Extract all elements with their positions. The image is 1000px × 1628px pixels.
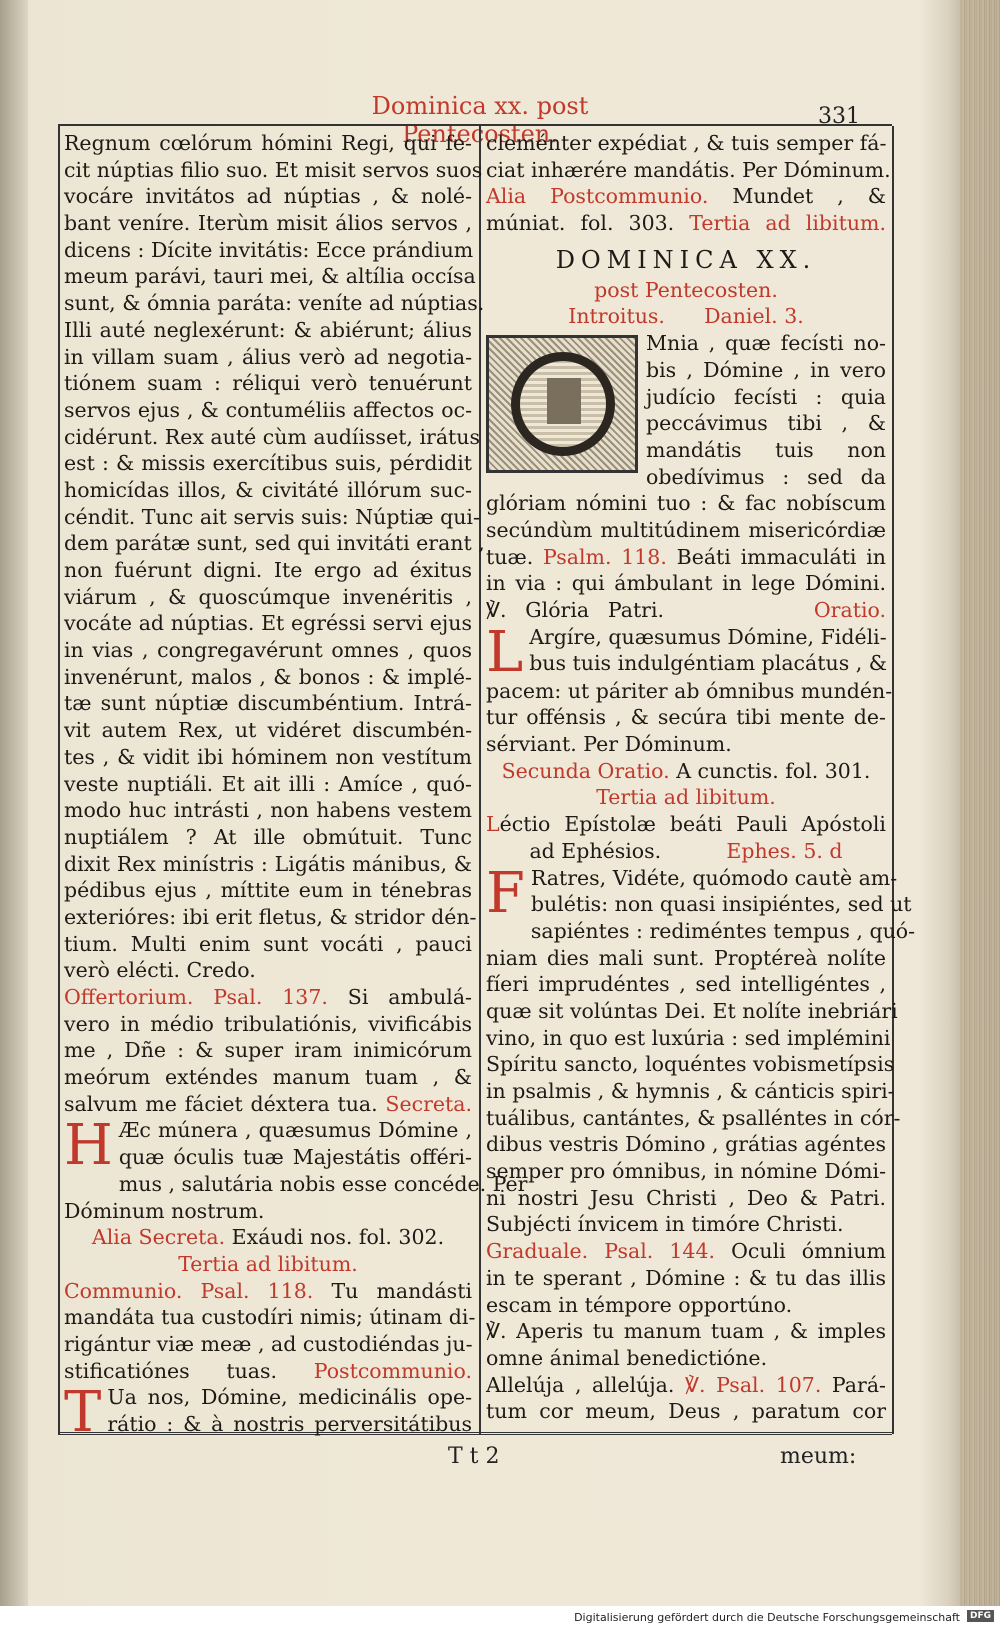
epistle-text — [486, 860, 916, 1239]
oratio-text: bus tuis indulgéntiam placátus , & — [529, 651, 888, 676]
alia-postcommunio-line: múniat. fol. 303. Tertia ad libitum. — [486, 211, 886, 236]
offertorium-line: Offertorium. Psal. 137. Si ambulá- — [64, 985, 472, 1009]
postcommunio-prayer — [64, 1380, 472, 1446]
postcommunio-continued: ciat inhærére mandátis. Per Dóminum. — [486, 157, 891, 182]
communio-label: Communio. Psal. 118. — [64, 1278, 314, 1303]
drop-cap: T — [64, 1380, 102, 1446]
text-line: Illi auté neglexérunt: & abiérunt; álius — [64, 317, 472, 342]
introitus-text: peccávimus tibi , & — [646, 411, 886, 436]
column-divider — [479, 126, 481, 1434]
graduale-text: in te sperant , Dómine : & tu das illis — [486, 1265, 886, 1290]
gloria-line: ℣. Glória Patri. Oratio. — [486, 598, 886, 622]
text-line: meum parávi, tauri mei, & altília occísa — [64, 264, 476, 289]
oratio-text: Argíre, quæsumus Dómine, Fidéli- — [529, 624, 887, 649]
footer-credit: Digitalisierung gefördert durch die Deutsche Forschungsgemeinschaft — [574, 1611, 960, 1624]
text-line: veste nuptiáli. Et ait illi : Amíce , quó- — [64, 771, 472, 796]
text-line: exterióres: ibi erit fletus, & stridor dén- — [64, 904, 477, 929]
text-line: tæ sunt núptiæ discumbéntium. Intrá- — [64, 691, 472, 716]
secreta-label: Secreta. — [385, 1091, 472, 1116]
text-line: bant veníre. Iterùm misit álios servos , — [64, 211, 472, 236]
dominica-title: DOMINICA XX. — [555, 245, 817, 274]
introitus-text: bis , Dómine , in vero — [646, 357, 886, 382]
text-line: dixit Rex minístris : Ligátis mánibus, & — [64, 851, 472, 876]
text-line: in psalmis , & hymnis , & cánticis spiri- — [486, 1079, 895, 1103]
text-line: tium. Multi enim sunt vocáti , pauci — [64, 931, 472, 956]
lectio-heading: ad Ephésios. Ephes. 5. d — [529, 838, 843, 863]
signature-mark: T t 2 — [448, 1444, 500, 1469]
communio-text: rigántur viæ meæ , ad custodiéndas ju- — [64, 1331, 473, 1356]
text-line: Ratres, Vidéte, quómodo cautè am- — [530, 865, 898, 890]
communio-text: stificatiónes tuas. Postcommunio. — [64, 1358, 472, 1383]
alleluia-line: Allelúja , allelúja. ℣. Psal. 107. Pará- — [486, 1372, 886, 1397]
offertorium-text: vero in médio tribulatiónis, vivificábis — [64, 1011, 472, 1036]
tertia-rubric: Tertia ad libitum. — [596, 785, 776, 810]
text-line: non fuérunt digni. Ite ergo ad éxitus — [64, 558, 472, 582]
introitus-text: judício fecísti : quia — [646, 384, 886, 409]
secreta-prayer — [64, 1113, 528, 1224]
right-column — [486, 130, 916, 1425]
alleluia-text: tum cor meum, Deus , paratum cor — [486, 1399, 886, 1424]
introitus-text: secúndùm multitúdinem misericórdiæ — [486, 517, 886, 542]
drop-cap: H — [64, 1113, 113, 1179]
text-line: invenérunt, malos , & bonos : & implé- — [64, 664, 472, 689]
text-line: sapiéntes : rediméntes tempus , quó- — [530, 918, 916, 943]
secunda-oratio-line: Secunda Oratio. A cunctis. fol. 301. — [501, 758, 871, 783]
text-line: tuálibus, cantántes, & psalléntes in cór- — [486, 1105, 901, 1130]
postcommunio-label: Postcommunio. — [313, 1358, 472, 1383]
versicle-text: ℣. Aperis tu manum tuam , & imples — [486, 1319, 886, 1344]
text-line: cit núptias filio suo. Et misit servos suos — [64, 157, 483, 182]
text-line: verò elécti. Credo. — [64, 958, 256, 983]
introitus-text: Mnia , quæ fecísti no- — [646, 331, 886, 356]
text-line: modo huc intrásti , non habens vestem — [64, 798, 472, 823]
drop-cap: L — [486, 619, 524, 685]
oratio-prayer — [486, 619, 893, 758]
postcommunio-text: rátio : & à nostris perversitátibus — [107, 1412, 472, 1436]
text-line: dicens : Dícite invitátis: Ecce prándium — [64, 237, 474, 262]
oratio-text: tur offénsis , & secúra tibi mente de- — [486, 705, 886, 730]
text-line: Subjécti ínvicem in timóre Christi. — [486, 1212, 844, 1237]
left-column — [64, 130, 528, 1446]
graduale-line: Graduale. Psal. 144. Oculi ómnium — [486, 1239, 886, 1264]
communio-line: Communio. Psal. 118. Tu mandásti — [64, 1278, 472, 1303]
text-line: est : & missis exercítibus suis, pérdidit — [64, 451, 472, 476]
running-title: Dominica xx. post Pentecosten. — [371, 92, 589, 148]
gutter-shadow — [0, 0, 28, 1628]
text-line: quæ sit volúntas Dei. Et nolíte inebriári — [486, 998, 898, 1023]
epistle-lines — [486, 860, 916, 1239]
text-line: dibus vestris Dómino , grátias agéntes — [486, 1132, 886, 1157]
text-line: semper pro ómnibus, in nómine Dómi- — [486, 1159, 886, 1184]
text-line: vocáre invitátos ad núptias , & nolé- — [64, 184, 472, 209]
postcommunio-text: Ua nos, Dómine, medicinális ope- — [107, 1385, 472, 1410]
communio-text: mandáta tua custodíri nimis; útinam di- — [64, 1305, 476, 1330]
introitus-text: obedívimus : sed da — [646, 464, 886, 489]
text-line: tiónem suam : réliqui verò tenuérunt — [64, 371, 472, 396]
offertorium-text: salvum me fáciet déxtera tua. Secreta. — [64, 1091, 472, 1116]
secreta-text: mus , salutária nobis esse concéde. Per — [118, 1171, 528, 1196]
offertorium-text: me , Dñe : & super iram inimicórum — [64, 1038, 472, 1063]
introitus-heading: Introitus. Daniel. 3. — [568, 304, 804, 329]
castle-illustration — [547, 378, 581, 424]
text-line: dem parátæ sunt, sed qui invitáti erant , — [64, 531, 485, 556]
gospel-text — [64, 130, 485, 984]
offertorium-label: Offertorium. Psal. 137. — [64, 985, 328, 1009]
text-line: vit autem Rex, ut vidéret discumbén- — [64, 718, 472, 743]
tertia-rubric: Tertia ad libitum. — [178, 1251, 358, 1276]
text-line: niam dies mali sunt. Proptéreà nolíte — [486, 945, 886, 970]
text-line: ni nostri Jesu Christi , Deo & Patri. — [486, 1185, 886, 1210]
offertorium-text: meórum exténdes manum tuam , & — [64, 1065, 472, 1090]
secreta-text: Æc múnera , quæsumus Dómine , — [118, 1118, 472, 1143]
text-line: servos ejus , & contuméliis affectos oc- — [64, 397, 472, 422]
alia-postcommunio-line: Alia Postcommunio. Mundet , & — [486, 184, 886, 209]
text-line: nuptiálem ? At ille obmútuit. Tunc — [64, 824, 472, 849]
dfg-logo: DFG — [967, 1610, 994, 1622]
text-line: homicídas illos, & civitáté illórum suc- — [64, 477, 472, 502]
text-line: céndit. Tunc ait servis suis: Núptiæ qui- — [64, 504, 480, 529]
text-line: Regnum cœlórum hómini Regi, qui fe- — [64, 131, 472, 155]
page-edges — [960, 0, 1000, 1628]
footer-bar — [0, 1606, 1000, 1628]
postcommunio-continued: cleménter expédiat , & tuis semper fá- — [486, 131, 887, 155]
dominica-subtitle: post Pentecosten. — [594, 277, 778, 302]
text-line: fíeri imprudéntes , sed intelligéntes , — [486, 972, 886, 997]
woodcut-initial-o — [486, 335, 638, 473]
text-line: vocáte ad núptias. Et egréssi servi ejus — [64, 611, 472, 636]
alia-secreta-line: Alia Secreta. Exáudi nos. fol. 302. — [91, 1225, 445, 1250]
psalm-text: in via : qui ámbulant in lege Dómini. — [486, 571, 886, 596]
graduale-text: escam in témpore opportúno. — [486, 1292, 793, 1317]
introitus-text: mandátis tuis non — [646, 437, 886, 462]
folio-number: 331 — [818, 104, 860, 129]
oratio-text: sérviant. Per Dóminum. — [486, 732, 732, 757]
text-line: viárum , & quoscúmque invenéritis , — [64, 584, 472, 609]
text-line: pédibus ejus , míttite eum in ténebras — [64, 878, 472, 903]
text-line: in vias , congregavérunt omnes , quos — [64, 638, 472, 663]
text-line: tes , & vidit ibi hóminem non vestítum — [64, 744, 472, 769]
versicle-text: omne ánimal benedictióne. — [486, 1345, 768, 1370]
lectio-heading: Léctio Epístolæ beáti Pauli Apóstoli — [486, 812, 886, 837]
text-line: Spíritu sancto, loquéntes vobismetípsis — [486, 1052, 895, 1077]
text-line: sunt, & ómnia paráta: veníte ad núptias. — [64, 291, 485, 316]
secreta-text: quæ óculis tuæ Majestátis offéri- — [118, 1145, 472, 1170]
introitus-text: tuæ. Psalm. 118. Beáti immaculáti in — [486, 544, 886, 569]
text-line: in villam suam , álius verò ad negotia- — [64, 344, 472, 369]
text-line: vino, in quo est luxúria : sed implémini — [486, 1025, 891, 1050]
text-line: bulétis: non quasi insipiéntes, sed ut — [530, 892, 912, 917]
drop-cap: F — [486, 860, 525, 926]
secreta-text: Dóminum nostrum. — [64, 1198, 265, 1223]
catchword: meum: — [780, 1444, 857, 1469]
introitus-text: glóriam nómini tuo : & fac nobíscum — [486, 491, 886, 516]
oratio-text: pacem: ut páriter ab ómnibus mundén- — [486, 678, 893, 703]
text-line: cidérunt. Rex auté cùm audíisset, irátus — [64, 424, 481, 449]
